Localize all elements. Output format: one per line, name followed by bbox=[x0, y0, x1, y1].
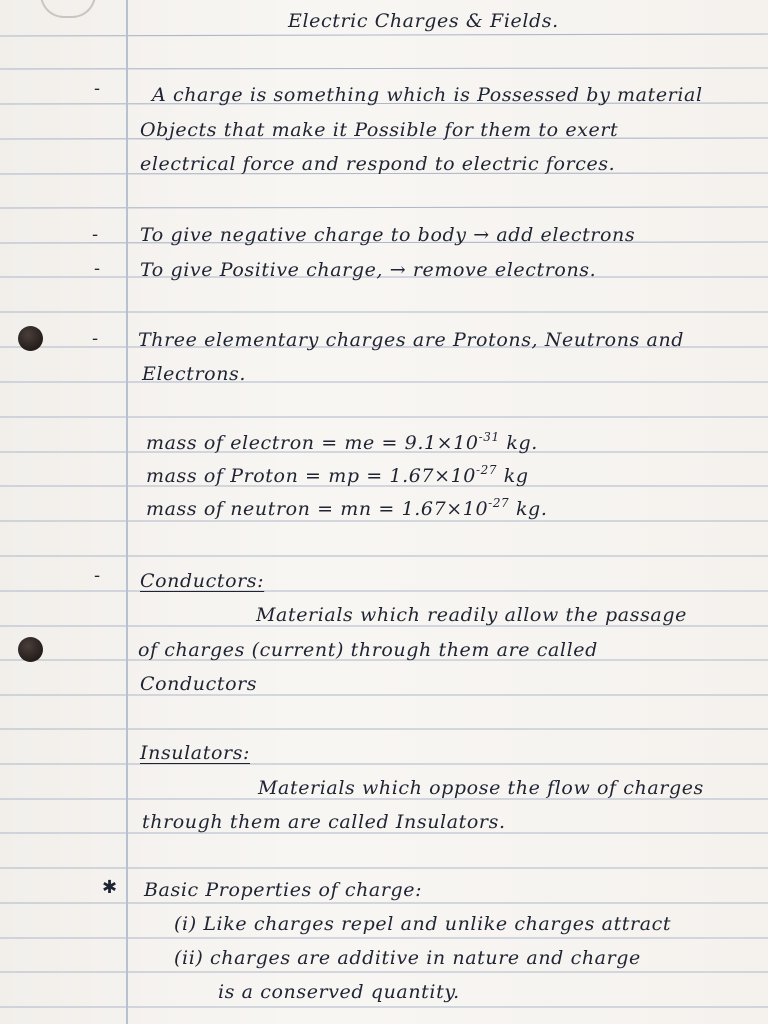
mass-electron bbox=[146, 432, 538, 454]
conductors-bullet: - bbox=[94, 565, 101, 586]
properties-heading: Basic Properties of charge: bbox=[144, 879, 423, 901]
give-negative-bullet: - bbox=[92, 224, 99, 245]
elementary-line-2: Electrons. bbox=[142, 363, 247, 385]
mass-neutron-exponent: -27 bbox=[488, 496, 510, 510]
properties-star-bullet: ✱ bbox=[102, 877, 118, 898]
mass-electron-label: mass of electron = me = bbox=[146, 432, 399, 454]
property-item-1: (i) Like charges repel and unlike charges attract bbox=[174, 913, 672, 935]
insulators-line-2: through them are called Insulators. bbox=[142, 811, 506, 833]
conductors-line-1: Materials which readily allow the passage bbox=[256, 604, 687, 626]
mass-neutron-value: 1.67×10 bbox=[401, 498, 489, 520]
intro-line-1: A charge is something which is Possessed by material bbox=[152, 84, 703, 106]
mass-proton-unit: kg bbox=[503, 465, 529, 487]
mass-electron-unit: kg. bbox=[506, 432, 538, 454]
conductors-line-3: Conductors bbox=[140, 673, 258, 695]
mass-proton-value: 1.67×10 bbox=[389, 465, 476, 487]
mass-proton bbox=[146, 465, 529, 487]
give-negative-line: To give negative charge to body → add electrons bbox=[140, 224, 636, 246]
mass-neutron-label: mass of neutron = mn = bbox=[146, 498, 395, 520]
intro-line-2: Objects that make it Possible for them to exert bbox=[140, 119, 619, 141]
insulators-line-1: Materials which oppose the flow of charges bbox=[258, 777, 704, 799]
binder-hole-top bbox=[18, 326, 43, 351]
mass-electron-exponent: -31 bbox=[478, 430, 500, 444]
mass-proton-exponent: -27 bbox=[476, 463, 498, 477]
page-title: Electric Charges & Fields. bbox=[288, 10, 559, 32]
mass-electron-value: 9.1×10 bbox=[404, 432, 479, 454]
property-item-2-continued: is a conserved quantity. bbox=[218, 981, 460, 1003]
elementary-bullet: - bbox=[92, 328, 99, 349]
intro-line-3: electrical force and respond to electric forces. bbox=[140, 153, 616, 175]
mass-neutron-unit: kg. bbox=[515, 498, 548, 520]
margin-line bbox=[126, 0, 128, 1024]
conductors-line-2: of charges (current) through them are called bbox=[138, 639, 598, 661]
conductors-heading: Conductors: bbox=[140, 570, 265, 592]
elementary-line-1: Three elementary charges are Protons, Neutrons and bbox=[138, 329, 685, 351]
binder-hole-bottom bbox=[18, 637, 43, 662]
give-positive-line: To give Positive charge, → remove electrons. bbox=[140, 259, 597, 281]
property-item-2: (ii) charges are additive in nature and charge bbox=[174, 947, 641, 969]
mass-neutron bbox=[146, 498, 547, 520]
intro-bullet: - bbox=[94, 78, 101, 99]
insulators-heading: Insulators: bbox=[140, 742, 251, 764]
mass-proton-label: mass of Proton = mp = bbox=[146, 465, 383, 487]
give-positive-bullet: - bbox=[94, 258, 101, 279]
